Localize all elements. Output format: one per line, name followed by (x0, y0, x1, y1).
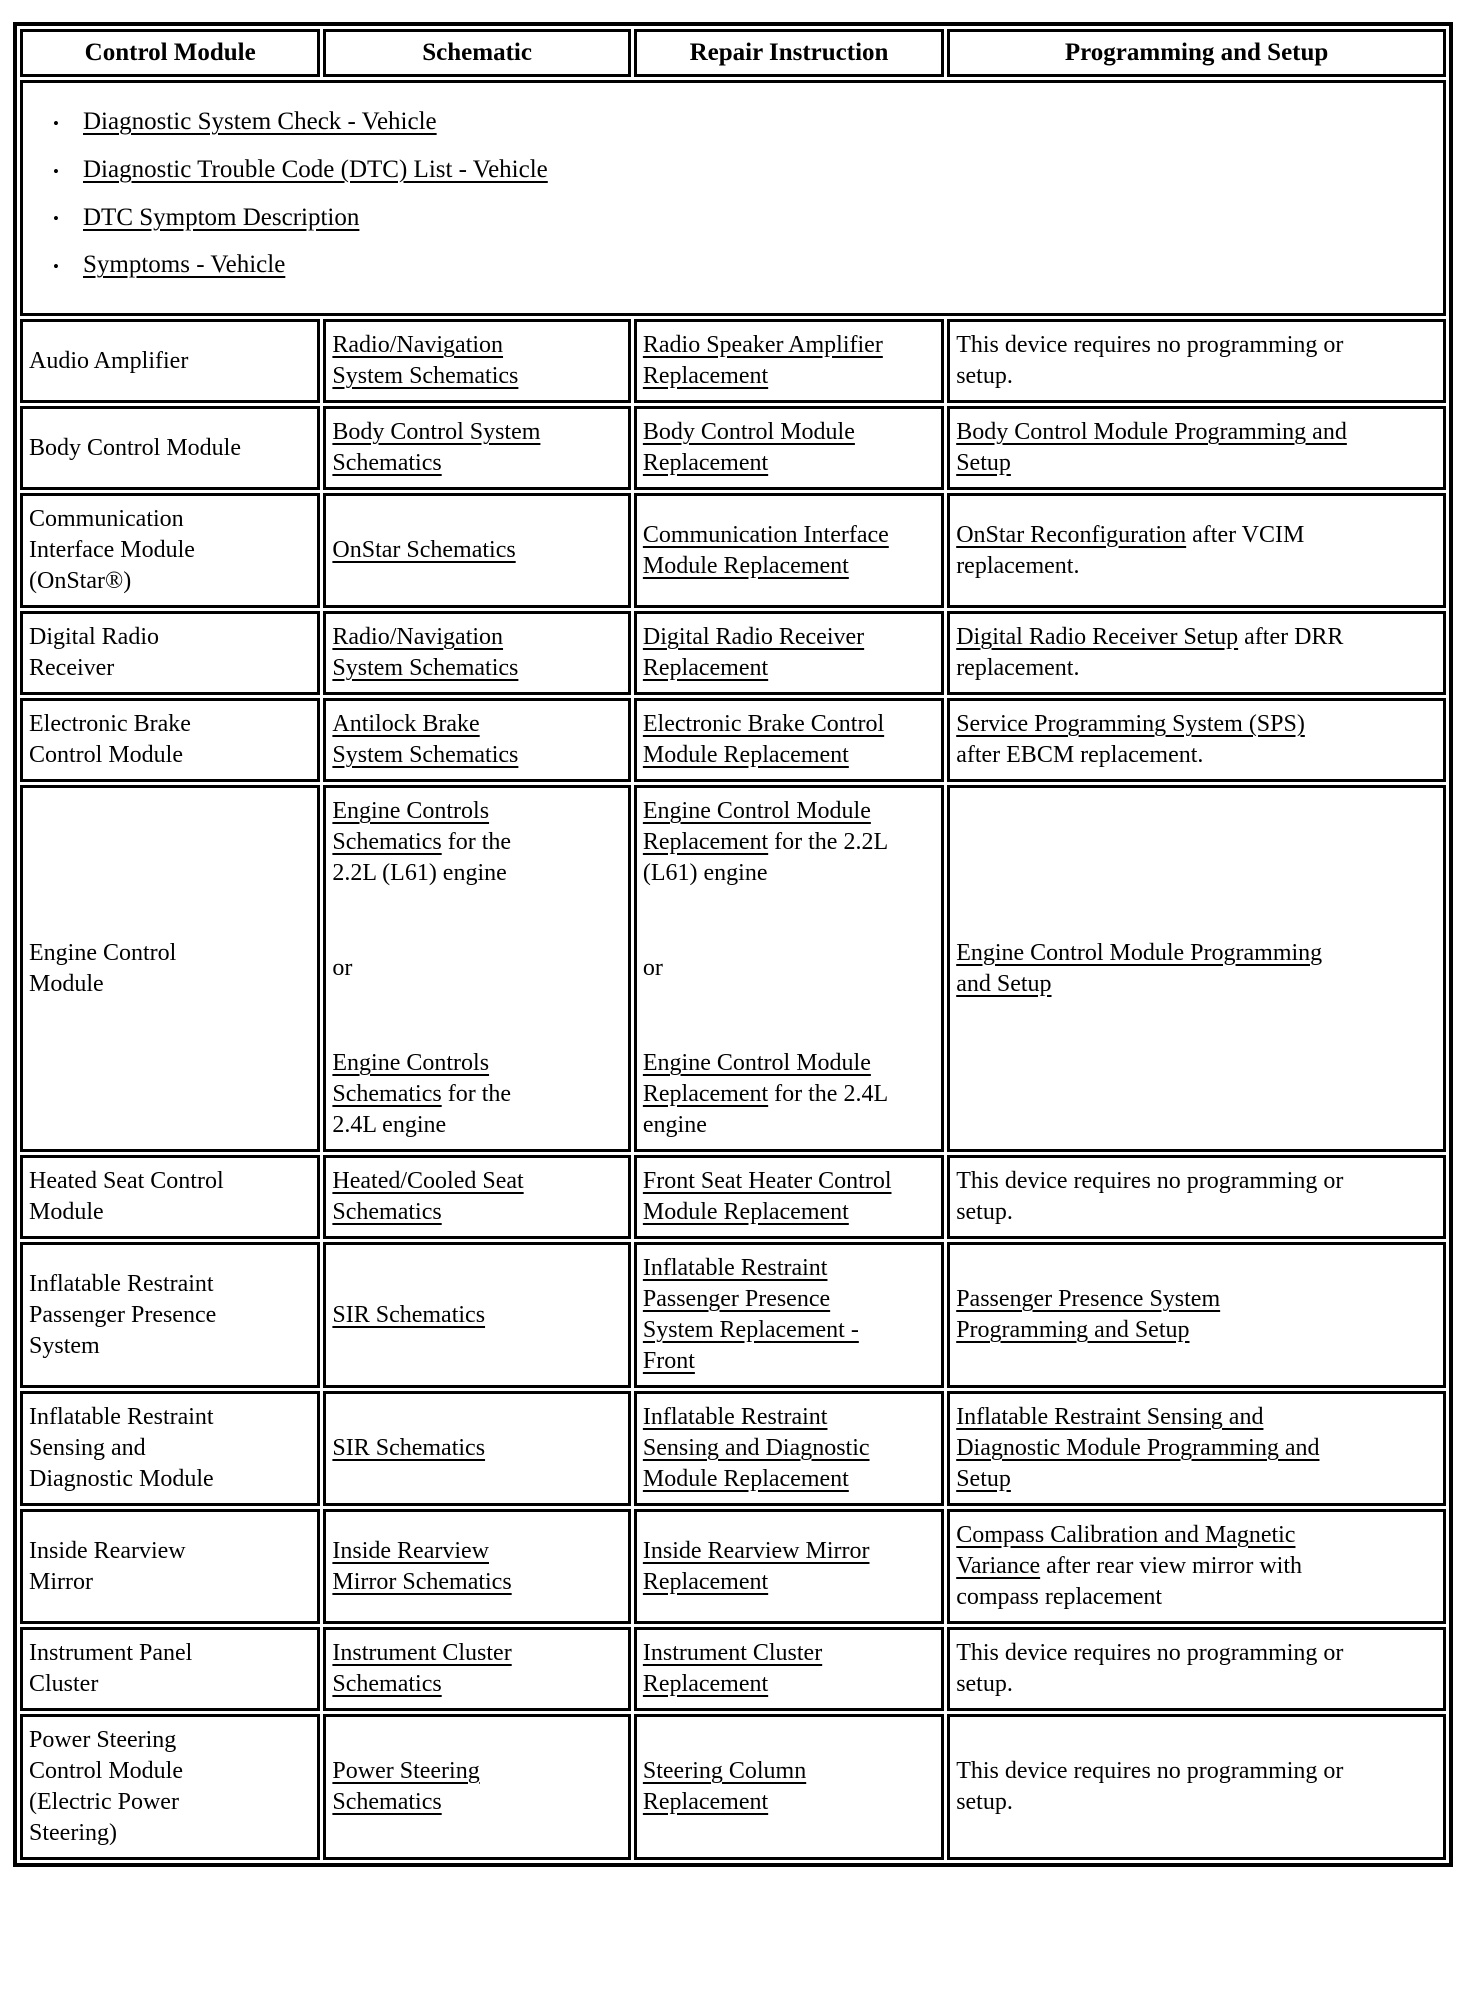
document-link[interactable]: Inside Rearview Mirror Replacement (642, 1537, 870, 1595)
diagnostic-link[interactable]: Diagnostic Trouble Code (DTC) List - Vehicle (83, 155, 548, 183)
control-module-name: Audio Amplifier (29, 347, 189, 374)
cell-text: for the 2.4L engine (332, 1081, 512, 1139)
cell-paragraph (332, 709, 551, 771)
repair-instruction-cell (634, 611, 944, 695)
cell-paragraph (643, 1166, 895, 1228)
control-module-cell (20, 493, 320, 608)
schematic-cell (323, 1509, 630, 1624)
document-link[interactable]: Antilock Brake System Schematics (332, 711, 519, 769)
schematic-cell (323, 1242, 630, 1388)
cell-paragraph (956, 1166, 1348, 1228)
document-link[interactable]: Engine Control Module Replacement (642, 1050, 871, 1108)
control-module-cell (20, 611, 320, 695)
document-link[interactable]: Passenger Presence System Programming and Setup (956, 1286, 1221, 1344)
cell-paragraph (332, 1433, 551, 1464)
cell-paragraph (332, 330, 551, 392)
table-row (20, 319, 1446, 403)
cell-paragraph (956, 709, 1348, 771)
control-module-name: Inflatable Restraint Passenger Presence System (29, 1270, 217, 1359)
table-row (20, 406, 1446, 490)
table-row (20, 698, 1446, 782)
table-row (20, 1627, 1446, 1711)
cell-paragraph (332, 1166, 551, 1228)
cell-text: for the 2.2L (L61) engine (642, 829, 888, 887)
control-module-cell (20, 1714, 320, 1860)
document-link[interactable]: Engine Control Module Programming and Setup (956, 939, 1323, 997)
cell-text: This device requires no programming or setup. (956, 1758, 1344, 1816)
document-link[interactable]: Body Control Module Replacement (642, 419, 855, 477)
cell-text: for the 2.4L engine (642, 1081, 888, 1139)
document-link[interactable]: Engine Control Module Replacement (642, 798, 871, 856)
diagnostic-link[interactable]: Symptoms - Vehicle (83, 251, 286, 279)
cell-paragraph (643, 622, 895, 684)
schematic-cell (323, 1391, 630, 1506)
document-link[interactable]: Radio Speaker Amplifier Replacement (642, 332, 883, 390)
document-link[interactable]: Engine Controls Schematics (332, 1050, 490, 1108)
repair-instruction-cell (634, 493, 944, 608)
cell-paragraph (332, 1300, 551, 1331)
repair-instruction-cell (634, 1509, 944, 1624)
cell-paragraph (956, 330, 1348, 392)
control-module-name: Power Steering Control Module (Electric Power Steering) (29, 1727, 183, 1847)
control-module-name: Body Control Module (29, 434, 242, 461)
cell-text: after VCIM replacement. (956, 521, 1305, 579)
programming-and-setup-cell (947, 319, 1446, 403)
cell-paragraph (643, 1756, 895, 1818)
document-link[interactable]: Engine Controls Schematics (332, 798, 490, 856)
document-link[interactable]: Body Control Module Programming and Setup (956, 419, 1347, 477)
diagnostic-links-list (53, 106, 1435, 282)
column-header-repair-instruction: Repair Instruction (634, 29, 944, 77)
document-link[interactable]: OnStar Schematics (332, 537, 516, 564)
cell-text: or (332, 955, 353, 982)
control-module-cell (20, 1155, 320, 1239)
repair-instruction-cell (634, 1627, 944, 1711)
cell-paragraph (643, 1402, 895, 1495)
cell-paragraph (956, 1520, 1348, 1613)
schematic-cell (323, 493, 630, 608)
cell-paragraph (643, 1048, 895, 1141)
diagnostic-list-item (53, 202, 1435, 235)
table-row (20, 1509, 1446, 1624)
control-module-name: Communication Interface Module (OnStar®) (29, 506, 195, 595)
cell-paragraph (956, 1756, 1348, 1818)
bullet-icon: • (53, 161, 59, 181)
repair-instruction-cell (634, 319, 944, 403)
table-row (20, 611, 1446, 695)
column-header-programming-and-setup: Programming and Setup (947, 29, 1446, 77)
cell-paragraph (332, 417, 551, 479)
bullet-icon: • (53, 209, 59, 229)
cell-paragraph (332, 622, 551, 684)
table-row (20, 785, 1446, 1152)
document-link[interactable]: OnStar Reconfiguration (956, 521, 1187, 548)
table-row (20, 1155, 1446, 1239)
repair-instruction-cell (634, 1391, 944, 1506)
table-row (20, 493, 1446, 608)
cell-paragraph (332, 953, 551, 984)
schematic-cell (323, 406, 630, 490)
control-module-name: Inflatable Restraint Sensing and Diagnostic Module (29, 1404, 214, 1493)
document-link[interactable]: Front Seat Heater Control Module Replacement (642, 1168, 892, 1226)
repair-instruction-cell (634, 406, 944, 490)
programming-and-setup-cell (947, 698, 1446, 782)
control-module-name: Heated Seat Control Module (29, 1168, 224, 1226)
document-link[interactable]: Body Control System Schematics (332, 419, 541, 477)
repair-instruction-cell (634, 1155, 944, 1239)
programming-and-setup-cell (947, 785, 1446, 1152)
cell-paragraph (332, 1536, 551, 1598)
schematic-cell (323, 698, 630, 782)
repair-instruction-cell (634, 785, 944, 1152)
column-header-schematic: Schematic (323, 29, 630, 77)
programming-and-setup-cell (947, 406, 1446, 490)
cell-paragraph (643, 709, 895, 771)
diagnostic-link[interactable]: Diagnostic System Check - Vehicle (83, 108, 437, 135)
document-link[interactable]: Compass Calibration and Magnetic Variance (956, 1522, 1296, 1580)
table-row (20, 1391, 1446, 1506)
cell-paragraph (956, 417, 1348, 479)
document-link[interactable]: Service Programming System (SPS) (956, 711, 1305, 738)
control-module-cell (20, 785, 320, 1152)
diagnostic-links-row (20, 80, 1446, 316)
control-module-cell (20, 1627, 320, 1711)
repair-instruction-cell (634, 1242, 944, 1388)
cell-paragraph (643, 953, 895, 984)
document-link[interactable]: Digital Radio Receiver Setup (956, 624, 1239, 651)
document-link[interactable]: Steering Column Replacement (642, 1758, 807, 1816)
schematic-cell (323, 1714, 630, 1860)
control-module-cell (20, 1391, 320, 1506)
cell-paragraph (956, 622, 1348, 684)
document-link[interactable]: Radio/Navigation System Schematics (332, 624, 519, 682)
programming-and-setup-cell (947, 1155, 1446, 1239)
cell-text: This device requires no programming or setup. (956, 332, 1344, 390)
programming-and-setup-cell (947, 1242, 1446, 1388)
cell-paragraph (643, 330, 895, 392)
cell-text: or (642, 955, 663, 982)
cell-paragraph (956, 1638, 1348, 1700)
control-module-name: Instrument Panel Cluster (29, 1640, 193, 1698)
schematic-cell (323, 1155, 630, 1239)
cell-paragraph (643, 520, 895, 582)
programming-and-setup-cell (947, 1627, 1446, 1711)
document-link[interactable]: SIR Schematics (332, 1435, 486, 1462)
document-link[interactable]: Inflatable Restraint Sensing and Diagnostic Module Replacement (642, 1404, 870, 1493)
schematic-cell (323, 611, 630, 695)
programming-and-setup-cell (947, 1391, 1446, 1506)
cell-paragraph (956, 1284, 1348, 1346)
control-module-name: Electronic Brake Control Module (29, 711, 191, 769)
diagnostic-list-item (53, 249, 1435, 282)
programming-and-setup-cell (947, 493, 1446, 608)
document-link[interactable]: Digital Radio Receiver Replacement (642, 624, 865, 682)
table-header (20, 29, 1446, 77)
cell-text: for the 2.2L (L61) engine (332, 829, 512, 887)
cell-text: This device requires no programming or setup. (956, 1168, 1344, 1226)
cell-paragraph (332, 796, 551, 889)
bullet-icon: • (53, 257, 59, 277)
schematic-cell (323, 319, 630, 403)
cell-paragraph (332, 1048, 551, 1141)
cell-paragraph (332, 535, 551, 566)
document-link[interactable]: Electronic Brake Control Module Replacement (642, 711, 885, 769)
diagnostic-link[interactable]: DTC Symptom Description (83, 203, 360, 231)
cell-paragraph (643, 1536, 895, 1598)
cell-text: after rear view mirror with compass replacement (956, 1553, 1303, 1611)
document-link[interactable]: Instrument Cluster Schematics (332, 1640, 512, 1698)
header-row (20, 29, 1446, 77)
cell-paragraph (643, 1253, 895, 1377)
control-module-name: Inside Rearview Mirror (29, 1537, 186, 1595)
control-module-name: Digital Radio Receiver (29, 624, 159, 682)
diagnostic-links-cell (20, 80, 1446, 316)
cell-paragraph (956, 520, 1348, 582)
document-link[interactable]: Inflatable Restraint Passenger Presence System Replacement - Front (642, 1255, 859, 1375)
table-row (20, 1242, 1446, 1388)
cell-text: after DRR replacement. (956, 624, 1344, 682)
document-link[interactable]: SIR Schematics (332, 1301, 486, 1328)
control-module-cell (20, 1509, 320, 1624)
cell-paragraph (332, 1638, 551, 1700)
control-module-cell (20, 698, 320, 782)
schematic-cell (323, 1627, 630, 1711)
cell-paragraph (643, 796, 895, 889)
schematic-cell (323, 785, 630, 1152)
table-row (20, 1714, 1446, 1860)
cell-paragraph (956, 1402, 1348, 1495)
cell-text: This device requires no programming or setup. (956, 1640, 1344, 1698)
control-module-name: Engine Control Module (29, 939, 177, 997)
document-link[interactable]: Communication Interface Module Replacement (642, 521, 889, 579)
control-module-cell (20, 406, 320, 490)
cell-text: after EBCM replacement. (956, 742, 1204, 769)
control-module-cell (20, 1242, 320, 1388)
cell-paragraph (332, 1756, 551, 1818)
bullet-icon: • (53, 113, 59, 133)
programming-and-setup-cell (947, 1509, 1446, 1624)
document-link[interactable]: Power Steering Schematics (332, 1758, 480, 1816)
cell-paragraph (643, 1638, 895, 1700)
repair-instruction-cell (634, 698, 944, 782)
document-link[interactable]: Inside Rearview Mirror Schematics (332, 1537, 512, 1595)
document-link[interactable]: Inflatable Restraint Sensing and Diagnostic Module Programming and Setup (956, 1404, 1320, 1493)
document-link[interactable]: Radio/Navigation System Schematics (332, 332, 519, 390)
cell-paragraph (956, 938, 1348, 1000)
programming-and-setup-cell (947, 611, 1446, 695)
programming-and-setup-cell (947, 1714, 1446, 1860)
diagnostic-list-item (53, 106, 1435, 139)
repair-instruction-cell (634, 1714, 944, 1860)
column-header-control-module: Control Module (20, 29, 320, 77)
document-link[interactable]: Heated/Cooled Seat Schematics (332, 1168, 524, 1226)
control-module-table (13, 22, 1453, 1867)
cell-paragraph (643, 417, 895, 479)
control-module-cell (20, 319, 320, 403)
document-link[interactable]: Instrument Cluster Replacement (642, 1640, 823, 1698)
diagnostic-list-item (53, 154, 1435, 187)
